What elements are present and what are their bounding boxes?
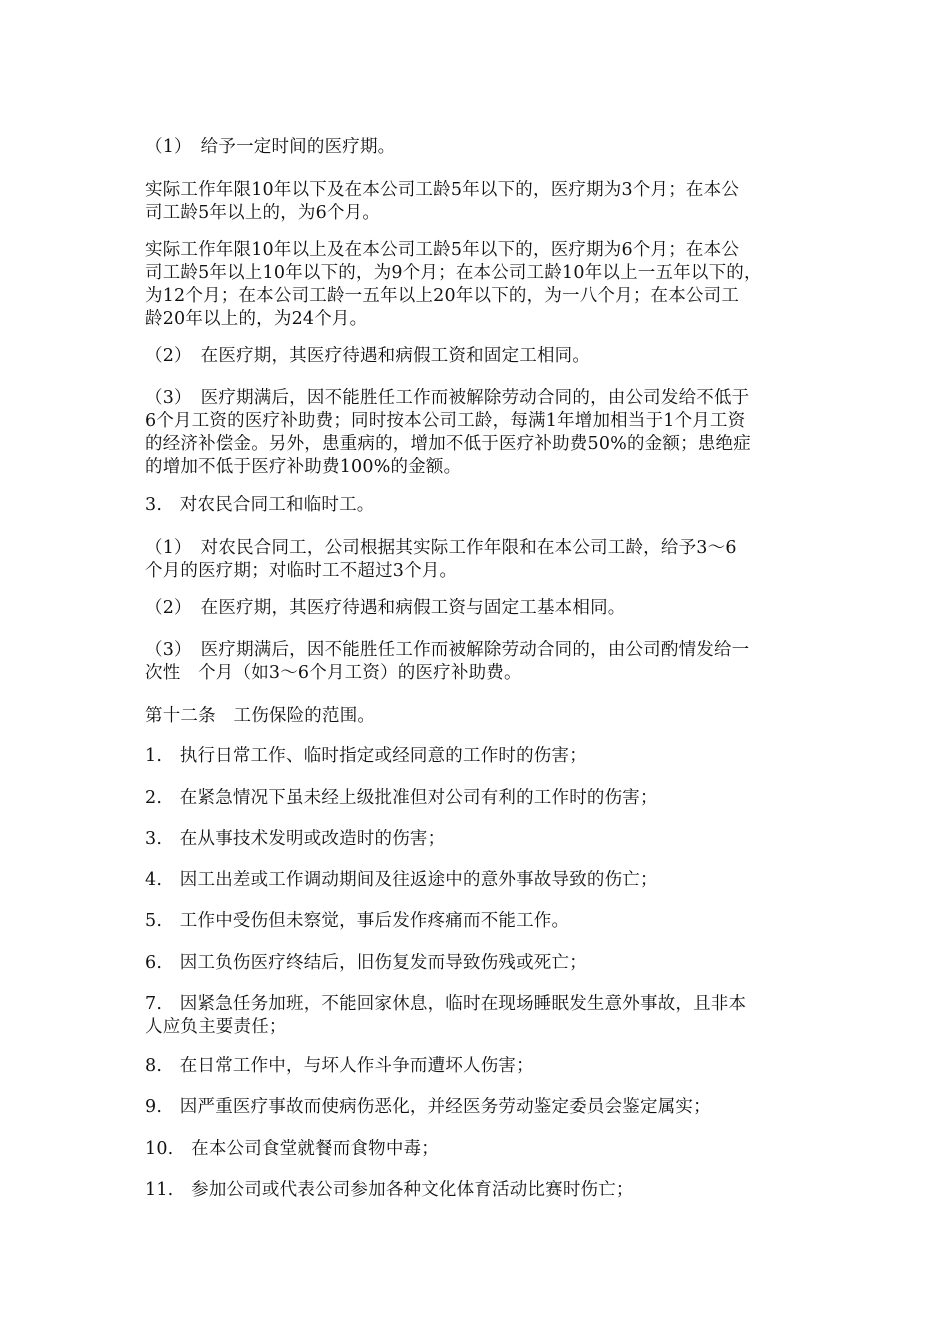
list-item: 11. 参加公司或代表公司参加各种文化体育活动比赛时伤亡；	[145, 1180, 634, 1200]
list-item: 8. 在日常工作中，与坏人作斗争而遭坏人伤害；	[145, 1056, 534, 1076]
paragraph-farmer-subsidy: （3） 医疗期满后，因不能胜任工作而被解除劳动合同的，由公司酌情发给一 次性 个月（如3～6个月工资）的医疗补助费。	[145, 640, 750, 683]
paragraph-under-10-years: 实际工作年限10年以下及在本公司工龄5年以下的，医疗期为3个月；在本公 司工龄5年以上的，为6个月。	[145, 180, 740, 223]
list-item: 5. 工作中受伤但未察觉，事后发作疼痛而不能工作。	[145, 911, 570, 931]
list-item: 4. 因工出差或工作调动期间及往返途中的意外事故导致的伤亡；	[145, 870, 658, 890]
paragraph-subsidy: （3） 医疗期满后，因不能胜任工作而被解除劳动合同的，由公司发给不低于 6个月工资的医疗补助费；同时按本公司工龄，每满1年增加相当于1个月工资 的经济补偿金。另外，患重病的，增加不低于医疗补助费50%的金额；患绝症 的增加不低于医疗补助费100%的金额。	[145, 388, 751, 477]
paragraph-medical-treatment: （2） 在医疗期，其医疗待遇和病假工资和固定工相同。	[145, 346, 591, 366]
list-item: 9. 因严重医疗事故而使病伤恶化，并经医务劳动鉴定委员会鉴定属实；	[145, 1097, 711, 1117]
paragraph-farmer-medical-period: （1） 对农民合同工，公司根据其实际工作年限和在本公司工龄，给予3～6 个月的医疗期；对临时工不超过3个月。	[145, 538, 737, 581]
paragraph-over-10-years: 实际工作年限10年以上及在本公司工龄5年以下的，医疗期为6个月；在本公 司工龄5年以上10年以下的，为9个月；在本公司工龄10年以上一五年以下的， 为12个月；在本公司工龄一五年以上20年以下的，为一八个月；在本公司工 龄20年以上的，为24个月。	[145, 240, 762, 329]
paragraph-medical-period-intro: （1） 给予一定时间的医疗期。	[145, 137, 396, 157]
paragraph-farmer-treatment: （2） 在医疗期，其医疗待遇和病假工资与固定工基本相同。	[145, 598, 626, 618]
list-item: 7. 因紧急任务加班，不能回家休息，临时在现场睡眠发生意外事故，且非本 人应负主要责任；	[145, 994, 747, 1037]
list-item: 10. 在本公司食堂就餐而食物中毒；	[145, 1139, 439, 1159]
section-heading-farmer-contract: 3. 对农民合同工和临时工。	[145, 495, 375, 515]
list-item: 1. 执行日常工作、临时指定或经同意的工作时的伤害；	[145, 746, 587, 766]
list-item: 3. 在从事技术发明或改造时的伤害；	[145, 829, 446, 849]
list-item: 6. 因工负伤医疗终结后，旧伤复发而导致伤残或死亡；	[145, 953, 587, 973]
list-item: 2. 在紧急情况下虽未经上级批准但对公司有利的工作时的伤害；	[145, 788, 658, 808]
article-heading-injury-insurance: 第十二条 工伤保险的范围。	[145, 706, 376, 726]
